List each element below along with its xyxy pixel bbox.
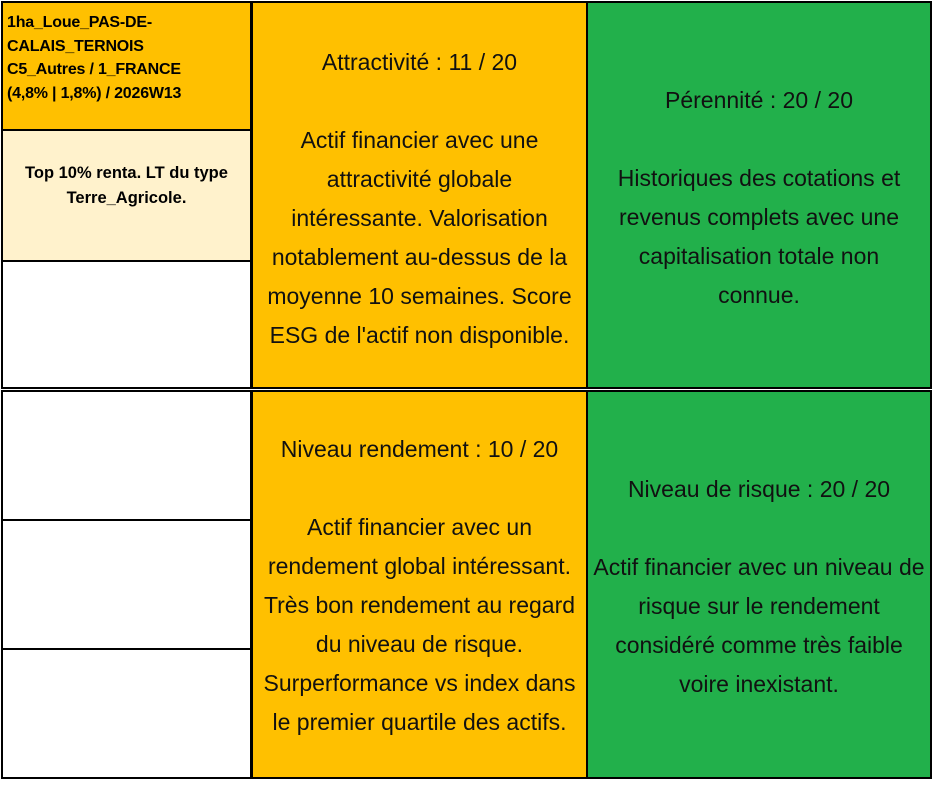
rendement-line-2: rendement global intéressant. [267, 553, 572, 579]
asset-header-text [3, 3, 250, 105]
perennite-line-4: connue. [718, 282, 800, 308]
attractivite-line-6: ESG de l'actif non disponible. [269, 322, 570, 348]
rendement-line-3: Très bon rendement au regard [263, 592, 576, 618]
rendement-block [253, 430, 586, 742]
top-note-cell [1, 129, 252, 262]
attractivite-body [253, 121, 586, 355]
empty-cell-3 [1, 519, 252, 650]
risque-line-4: voire inexistant. [679, 671, 839, 697]
risque-body [588, 548, 930, 704]
perennite-title: Pérennité : 20 / 20 [665, 87, 853, 113]
risque-line-3: considéré comme très faible [615, 632, 903, 658]
attractivite-line-1: Actif financier avec une [300, 127, 539, 153]
rendement-line-6: le premier quartile des actifs. [272, 709, 567, 735]
risque-title: Niveau de risque : 20 / 20 [627, 476, 891, 502]
risque-line-2: risque sur le rendement [638, 593, 880, 619]
attractivite-line-5: moyenne 10 semaines. Score [267, 283, 572, 309]
rendement-line-5: Surperformance vs index dans [263, 670, 576, 696]
attractivite-cell [251, 1, 588, 389]
asset-header-line-1: 1ha_Loue_PAS-DE- [7, 14, 152, 31]
rendement-title: Niveau rendement : 10 / 20 [280, 436, 559, 462]
empty-cell-1 [1, 260, 252, 389]
empty-cell-2 [1, 390, 252, 521]
risque-line-1: Actif financier avec un niveau de [593, 554, 925, 580]
attractivite-line-4: notablement au-dessus de la [271, 244, 568, 270]
attractivite-line-3: intéressante. Valorisation [291, 205, 548, 231]
empty-cell-4 [1, 648, 252, 779]
perennite-line-2: revenus complets avec une [619, 204, 899, 230]
perennite-body [588, 159, 930, 315]
perennite-block [588, 81, 930, 315]
rendement-cell [251, 390, 588, 779]
attractivite-title: Attractivité : 11 / 20 [321, 49, 518, 75]
asset-header-cell [1, 1, 252, 131]
asset-header-line-3: C5_Autres / 1_FRANCE [7, 61, 181, 78]
perennite-line-3: capitalisation totale non [638, 243, 880, 269]
asset-header-line-4: (4,8% | 1,8%) / 2026W13 [7, 84, 182, 102]
attractivite-line-2: attractivité globale [326, 166, 513, 192]
top-note-line-2: Terre_Agricole. [66, 189, 187, 207]
risque-block [588, 470, 930, 704]
perennite-cell [586, 1, 932, 389]
rendement-body [253, 508, 586, 742]
attractivite-block [253, 43, 586, 355]
top-note-line-1: Top 10% renta. LT du type [25, 164, 228, 182]
asset-header-line-2: CALAIS_TERNOIS [7, 37, 144, 55]
risque-cell [586, 390, 932, 779]
rendement-line-1: Actif financier avec un [306, 514, 532, 540]
rendement-line-4: du niveau de risque. [315, 631, 524, 657]
perennite-line-1: Historiques des cotations et [617, 165, 901, 191]
top-note-text [3, 161, 250, 211]
